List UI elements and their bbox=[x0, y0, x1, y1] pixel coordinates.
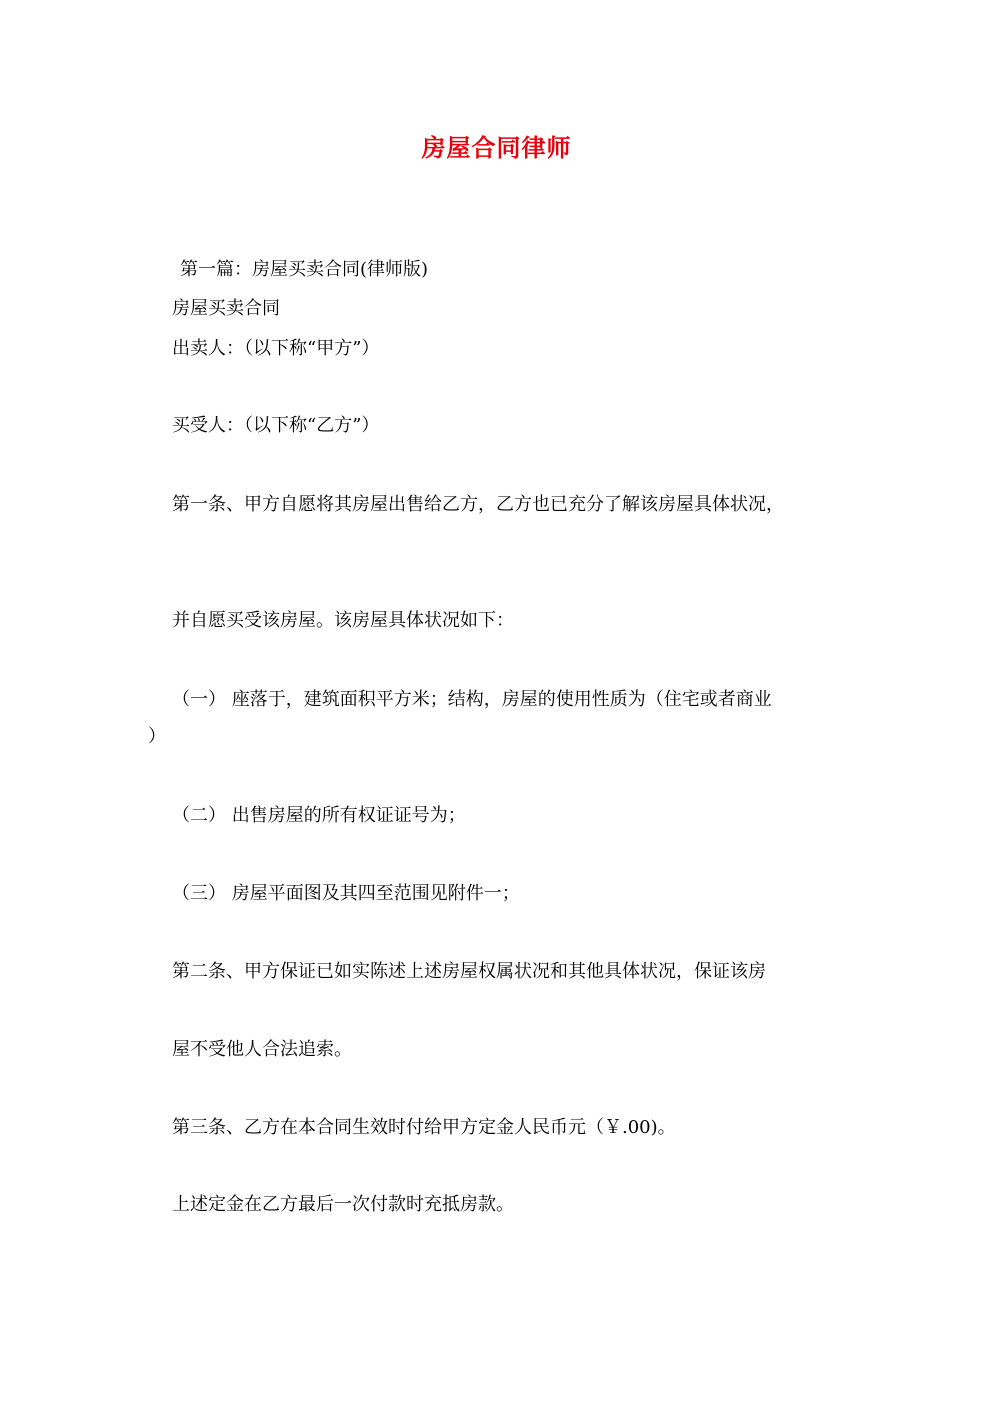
paragraph-item-3: （三） 房屋平面图及其四至范围见附件一； bbox=[172, 883, 520, 904]
paragraph-seller: 出卖人：（以下称“甲方”） bbox=[172, 338, 380, 359]
paragraph-part-heading: 第一篇：房屋买卖合同(律师版) bbox=[180, 259, 429, 280]
paragraph-article-2: 第二条、甲方保证已如实陈述上述房屋权属状况和其他具体状况，保证该房 bbox=[172, 961, 766, 982]
paragraph-article-1: 第一条、甲方自愿将其房屋出售给乙方，乙方也已充分了解该房屋具体状况， bbox=[172, 494, 784, 515]
paragraph-contract-name: 房屋买卖合同 bbox=[172, 298, 280, 319]
paragraph-article-3: 第三条、乙方在本合同生效时付给甲方定金人民币元（￥.00)。 bbox=[172, 1117, 676, 1138]
document-title: 房屋合同律师 bbox=[421, 134, 572, 162]
paragraph-article-3-cont: 上述定金在乙方最后一次付款时充抵房款。 bbox=[172, 1194, 514, 1215]
paragraph-article-1-cont: 并自愿买受该房屋。该房屋具体状况如下： bbox=[172, 610, 514, 631]
paragraph-buyer: 买受人：（以下称“乙方”） bbox=[172, 415, 380, 436]
paragraph-item-1: （一） 座落于，建筑面积平方米；结构，房屋的使用性质为（住宅或者商业 bbox=[172, 689, 772, 710]
paragraph-item-2: （二） 出售房屋的所有权证证号为； bbox=[172, 805, 466, 826]
paragraph-article-2-cont: 屋不受他人合法追索。 bbox=[172, 1039, 352, 1060]
paragraph-item-1-tail: ） bbox=[148, 726, 166, 747]
